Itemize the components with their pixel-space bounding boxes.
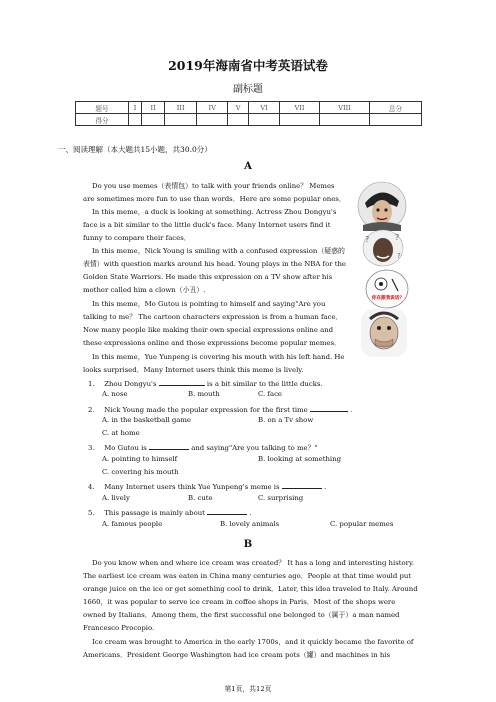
- question-1: [88, 378, 323, 391]
- question-text-post: is a bit similar to the little ducks.: [206, 380, 323, 388]
- nick-young-meme-image: [361, 228, 405, 268]
- question-text-post: .: [350, 406, 353, 414]
- passage-b-paragraph-1: Do you know when and where ice cream was created？ It has a long and interesting history. The earliest ice cream was eaten in China many centuries ago．People at that time would put orange juice on the ice or get something cool to drink．Later, this idea traveled to Italy. Around 1660，it was popular to serve ice cream in coffee shops in Paris．Most of the shops were owned by Italians．Among them, the first successful one belonged to（属于）a man named Francesco Procopio.: [83, 559, 418, 632]
- score-table-header-row: [76, 102, 422, 114]
- question-text-pre: Many Internet users think Yue Yunpeng's meme is: [104, 483, 280, 491]
- option-a[interactable]: A. nose: [102, 390, 128, 398]
- question-3: [88, 442, 318, 455]
- score-cell: [197, 114, 228, 126]
- score-header-cell: V: [228, 102, 249, 114]
- score-header-cell: I: [129, 102, 142, 114]
- question-4: [88, 481, 326, 494]
- score-cell: [228, 114, 249, 126]
- question-number: 4.: [88, 483, 95, 491]
- question-text-post: and saying"Are you talking to me？": [191, 444, 318, 452]
- svg-text:?: ?: [365, 235, 370, 244]
- document-subtitle: 副标题: [233, 84, 263, 95]
- score-cell: [279, 114, 319, 126]
- score-cell: [249, 114, 280, 126]
- score-cell: [320, 114, 370, 126]
- question-number: 3.: [88, 444, 95, 452]
- option-b[interactable]: B. lovely animals: [220, 520, 280, 528]
- meme-caption: 你在跟我说话？: [371, 296, 405, 301]
- score-row-label: 得分: [76, 114, 129, 126]
- question-number: 5.: [88, 509, 95, 517]
- score-header-cell: 总分: [369, 102, 421, 114]
- option-c[interactable]: C. surprising: [258, 494, 304, 502]
- score-header-cell: IV: [197, 102, 228, 114]
- mo-gutou-meme-image: [364, 269, 410, 309]
- passage-a-heading: A: [244, 161, 252, 172]
- passage-a-paragraph-2: In this meme，a duck is looking at something. Actress Zhou Dongyu's face is a bit similar to the little duck's face. Many Internet users find it funny to compare their faces．: [83, 208, 337, 242]
- option-a[interactable]: A. in the basketball game: [102, 416, 191, 424]
- answer-blank[interactable]: [282, 488, 322, 489]
- score-table-score-row: [76, 114, 422, 126]
- option-c[interactable]: C. face: [258, 390, 283, 398]
- score-header-cell: II: [142, 102, 165, 114]
- question-text-pre: Zhou Dongyu's: [104, 380, 157, 388]
- answer-blank[interactable]: [207, 514, 247, 515]
- option-b[interactable]: B. on a Tv show: [258, 416, 314, 424]
- question-5: [88, 507, 252, 520]
- question-text-pre: Mo Gutou is: [104, 444, 147, 452]
- page-footer: 第1页，共12页: [224, 685, 272, 693]
- svg-text:?: ?: [397, 252, 401, 260]
- option-b[interactable]: B. mouth: [188, 390, 220, 398]
- section-heading: 一、阅读理解（本大题共15小题，共30.0分）: [58, 145, 212, 154]
- question-text-post: .: [249, 509, 252, 517]
- answer-blank[interactable]: [310, 411, 348, 412]
- option-b[interactable]: B. cute: [188, 494, 213, 502]
- answer-blank[interactable]: [149, 449, 189, 450]
- option-a[interactable]: A. lively: [102, 494, 130, 502]
- question-text-pre: Nick Young made the popular expression for the first time: [104, 406, 308, 414]
- option-b[interactable]: B. looking at something: [258, 455, 341, 463]
- question-number: 2.: [88, 406, 95, 414]
- passage-a-paragraph-1: Do you use memes（表情包）to talk with your friends online？ Memes are sometimes more fun to use than words．Here are some popular ones．: [83, 182, 346, 203]
- score-cell: [129, 114, 142, 126]
- score-cell: [165, 114, 197, 126]
- passage-a-paragraph-3: In this meme，Nick Young is smiling with a confused expression（疑惑的表情）with question marks around his head. Young plays in the NBA for the Golden State Warriors. He made this expression on a TV show after his mother called him a clown（小丑）.: [83, 247, 346, 294]
- score-header-cell: VIII: [320, 102, 370, 114]
- answer-blank[interactable]: [159, 385, 205, 386]
- score-header-cell: VII: [279, 102, 319, 114]
- duck-meme-image: [357, 181, 407, 231]
- document-title: 2019年海南省中考英语试卷: [168, 58, 328, 73]
- option-a[interactable]: A. famous people: [102, 520, 163, 528]
- option-c[interactable]: C. popular memes: [330, 520, 394, 528]
- passage-b-paragraph-2: Ice cream was brought to America in the early 1700s，and it quickly became the favorite of Americans．President George Washington had ice cream pots（罐）and machines in his: [83, 638, 414, 659]
- question-text-post: .: [323, 483, 327, 491]
- option-c[interactable]: C. covering his mouth: [102, 468, 179, 476]
- score-header-cell: VI: [249, 102, 280, 114]
- yue-yunpeng-meme-image: [361, 309, 407, 357]
- score-table: [75, 101, 422, 126]
- passage-a-paragraph-4: In this meme，Mo Gutou is pointing to himself and saying"Are you talking to me？ The cartoon characters expression is from a human face．Now many people like making their own special expressions online and these expressions online and those expressions become popular memes．: [83, 300, 343, 347]
- score-header-cell: 题号: [76, 102, 129, 114]
- option-c[interactable]: C. at home: [102, 429, 140, 437]
- question-number: 1.: [88, 380, 95, 388]
- option-a[interactable]: A. pointing to himself: [102, 455, 178, 463]
- passage-a-paragraph-5: In this meme，Yue Yunpeng is covering his mouth with his left hand. He looks surprised．Many Internet users think this meme is lively.: [83, 353, 345, 374]
- score-cell: [142, 114, 165, 126]
- score-cell: [369, 114, 421, 126]
- score-header-cell: III: [165, 102, 197, 114]
- passage-b-heading: B: [243, 539, 253, 550]
- svg-text:?: ?: [395, 233, 400, 242]
- question-2: [88, 404, 352, 417]
- question-text-pre: This passage is mainly about: [104, 509, 205, 517]
